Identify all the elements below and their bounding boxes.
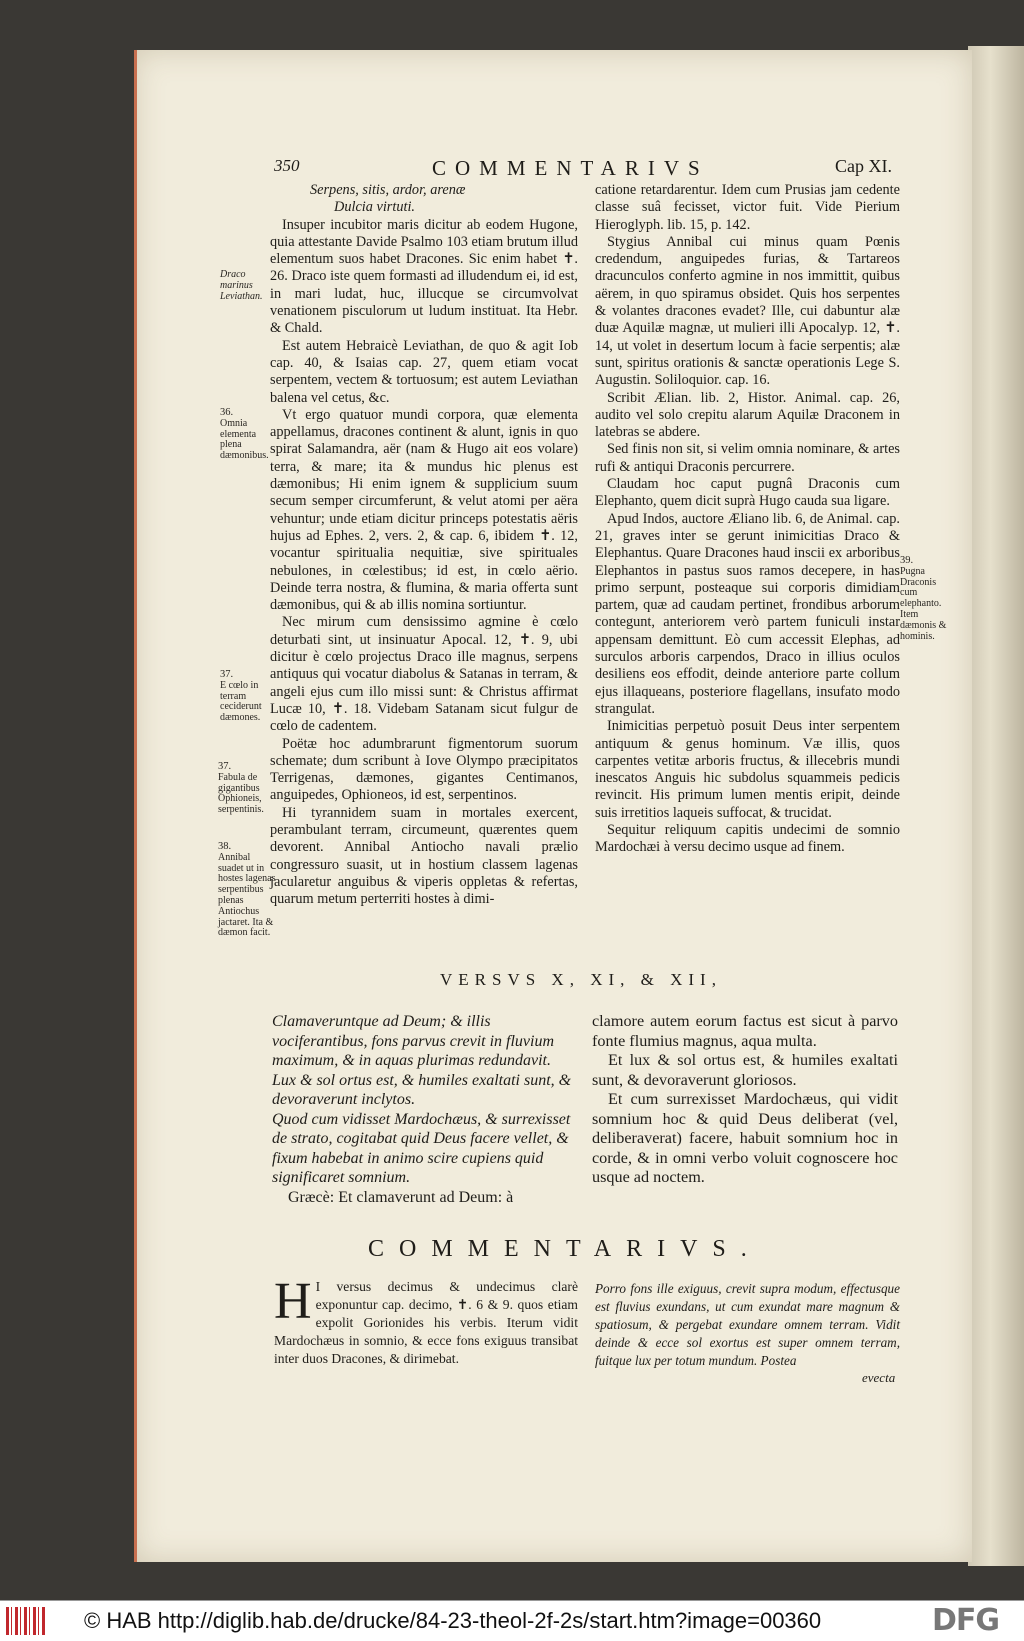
verse: Clamaveruntque ad Deum; & illis vociferantibus, fons parvus crevit in fluvium maximum, & in aquas plurimas redundavit.: [272, 1013, 555, 1069]
margin-note: Draco marinus Leviathan.: [220, 269, 263, 302]
footer-bar: [0, 1600, 1024, 1641]
left-column: [270, 182, 578, 908]
margin-note: 39. Pugna Draconis cum elephanto. Item dæmonis & hominis.: [900, 555, 947, 642]
verse: Quod cum vidisset Mardochæus, & surrexisset de strato, cogitabat quid Deus facere vellet, & fixum habebat in animo scire cupiens quid significaret somnium.: [272, 1110, 571, 1186]
paragraph: I versus decimus & undecimus clarè exponuntur cap. decimo, ✝. 6 & 9. quos etiam expolit Gorionides his verbis. Iterum vidit Mardochæus in somnio, & ecce fons exiguus transibat inter duos Dracones, & dirimebat.: [274, 1279, 578, 1366]
verse-greek-translation: [592, 1012, 898, 1188]
verse: Et lux & sol ortus est, & humiles exaltati sunt, & devoraverunt gloriosos.: [592, 1051, 898, 1089]
page-edge-red: [134, 50, 137, 1562]
catchword: evecta: [862, 1370, 896, 1385]
next-page-edge: [968, 46, 1024, 1566]
paragraph: Poëtæ hoc adumbrarunt figmentorum suorum schemate; dum scribunt à Iove Olympo præcipitatos Terrigenas, dæmones, gigantes Centimanos, anguipedes, Ophioneos, id est, serpentinos.: [270, 735, 578, 804]
paragraph: Est autem Hebraicè Leviathan, de quo & agit Iob cap. 40, & Isaias cap. 27, quem etiam vocat serpentem, vectem & tortuosum; est autem Leviathan balena vel cetus, &c.: [270, 337, 578, 406]
paragraph: Sed finis non sit, si velim omnia nominare, & artes rufi & antiqui Draconis percurrere.: [595, 441, 900, 475]
right-column: [595, 182, 900, 857]
source-url[interactable]: © HAB http://diglib.hab.de/drucke/84-23-theol-2f-2s/start.htm?image=00360: [84, 1608, 822, 1633]
margin-note: 37. Fabula de gigantibus Ophioneis, serpentinis.: [218, 761, 264, 816]
commentary-left: [274, 1273, 578, 1368]
paragraph: Inimicitias perpetuò posuit Deus inter serpentem antiquum & genus hominum. Væ illis, quos carpentes vetitæ arboris fructus, & illecebris mundi inescatos Anguis hic subdolus squammeis pedicis revincit. His primum lumen mentis eripit, deinde suis irretitios laqueis suffocat, & trucidat.: [595, 718, 900, 821]
paragraph: Sequitur reliquum capitis undecimi de somnio Mardochæi à versu decimo usque ad finem.: [595, 821, 900, 856]
commentary-right: [595, 1280, 900, 1370]
paragraph: Apud Indos, auctore Æliano lib. 6, de Animal. cap. 21, graves inter se gerunt inimicitias Draco & Elephantus. Quare Dracones haud inscii ex arboribus Elephantos in pastus suos ramos decepere, in has primo serpunt, posteaque sui corporis dimidiam partem, quæ ad caudam pertinet, frondibus arborum contegunt, anteriorem verò partem funiculi instar appensam demittunt. Eò cum accessit Elephas, ad surculos arboris carpendos, Draco in illius oculos desiliens eos effodit, deinde anteriore parte collum ejus illaqueans, posteriore flagellans, insufato modo strangulat.: [595, 510, 900, 717]
verse: clamore autem eorum factus est sicut à parvo fonte flumius magnus, aqua multa.: [592, 1012, 898, 1050]
paragraph: Insuper incubitor maris dicitur ab eodem Hugone, quia attestante Davide Psalmo 103 etiam brutum illud elementum suos habet Dracones. Sic enim habet ✝. 26. Draco iste quem formasti ad illudendum ei, id est, in mari ludat, huc, illucque se circumvolvat venationem pisculorum ut ludum instituat. Ita Hebr. & Chald.: [270, 216, 578, 337]
paragraph: Nec mirum cum densissimo agmine è cœlo deturbati sint, ut insinuatur Apocal. 12, ✝. 9, ubi dicitur è cœlo projectus Draco ille magnus, serpens antiquus qui vocatur diabolus & Satanas in terram, & angeli ejus cum illo missi sunt: & Christus affirmat Lucæ 10, ✝. 18. Videbam Satanam sicut fulgur de cœlo de cadentem.: [270, 614, 578, 735]
paragraph: Hi tyrannidem suam in mortales exercent, perambulant terram, circumeunt, quærentes quem devorent. Annibal Antiocho navali prælio congressuro suasit, ut in hostium classem lagenas jacularetur anguibus & viperis oppletas & refertas, quarum metum perterriti hostes à dimi-: [270, 804, 578, 908]
verse: Et cum surrexisset Mardochæus, qui vidit somnium hoc & quid Deus deliberat (vel, deliberaverat) facere, habuit somnium hoc in corde, & in omni verbo voluit cognoscere hoc usque ad noctem.: [592, 1090, 898, 1186]
hab-logo-icon: [6, 1607, 46, 1635]
margin-note: 36. Omnia elementa plena dæmonibus.: [220, 407, 269, 462]
running-title: COMMENTARIVS: [432, 156, 709, 180]
paragraph: catione retardarentur. Idem cum Prusias jam cedente classe suâ fecisset, victor fuit. Vide Pierium Hieroglyph. lib. 15, p. 142.: [595, 182, 900, 233]
verse: Lux & sol ortus est, & humiles exaltati sunt, & devoraverunt inclytos.: [272, 1071, 572, 1108]
page-number: 350: [274, 156, 300, 175]
paragraph: Vt ergo quatuor mundi corpora, quæ elementa appellamus, dracones continent & alunt, ignis in quo spirat Salamandra, aër (nam & Hugo ait eos volare) terra, & mare; ita & mundus hic plenus est dæmonibus; Hi enim ignem & supplicium suum secum semper circumferunt, & velut atomi per aëra vehuntur; unde etiam dicitur princeps potestatis aëris hujus ad Ephes. 2, vers. 2, & cap. 6, ibidem ✝. 12, vocantur spiritualia nequitiæ, sive spirituales nebulones, in cœlestibus; id est, in cœlo aërio. Deinde terra nostra, & flumina, & maria offerta sunt dæmonibus, qui & ab illis nomina sortiuntur.: [270, 406, 578, 614]
versus-heading: VERSVS X, XI, & XII,: [440, 970, 722, 989]
verse: Græcè: Et clamaverunt ad Deum: à: [288, 1188, 514, 1206]
commentary-heading: COMMENTARIVS.: [368, 1236, 762, 1262]
verse-line: Serpens, sitis, ardor, arenæ: [310, 182, 466, 198]
verse-line: Dulcia virtuti.: [334, 199, 416, 216]
paragraph: Scribit Ælian. lib. 2, Histor. Animal. cap. 26, audito vel solo crepitu alarum Aquilæ Draconem in latebras se abdere.: [595, 389, 900, 441]
paragraph: Claudam hoc caput pugnâ Draconis cum Elephanto, quem dicit suprà Hugo cauda sua ligare.: [595, 476, 900, 510]
margin-note: 37. E cœlo in terram ceciderunt dæmones.: [220, 669, 262, 724]
verse-latin: [272, 1012, 578, 1207]
dfg-logo: DFG: [932, 1603, 1000, 1638]
paragraph: Porro fons ille exiguus, crevit supra modum, effectusque est fluvius exundans, ut cum exundat mare magnum & spatiosum, & pergebat exundare omnem terram. Vidit deinde & ecce sol exortus est super omnem terram, fuitque lux per totum mundum. Postea: [595, 1281, 900, 1368]
margin-note: 38. Annibal suadet ut in hostes lagenas serpentibus plenas Antiochus jactaret. Ita & dæmon facit.: [218, 841, 276, 939]
drop-cap: H: [274, 1273, 312, 1330]
chapter-label: Cap XI.: [835, 156, 892, 176]
paragraph: Stygius Annibal cui minus quam Pœnis credendum, anguipedes furias, & Tartareos dracunculos conferto agmine in nos immittit, quibus aërem, in quo spiramus obsidet. Quis hos serpentes & volantes dracones evadet? Ille, cui dabuntur alæ duæ Aquilæ magnæ, ut mulieri illi Apocalyp. 12, ✝. 14, ut volet in desertum locum à facie serpentis; alæ sunt, spiritus orationis & sanctæ operationis Lege S. Augustin. Soliloquior. cap. 16.: [595, 233, 900, 389]
